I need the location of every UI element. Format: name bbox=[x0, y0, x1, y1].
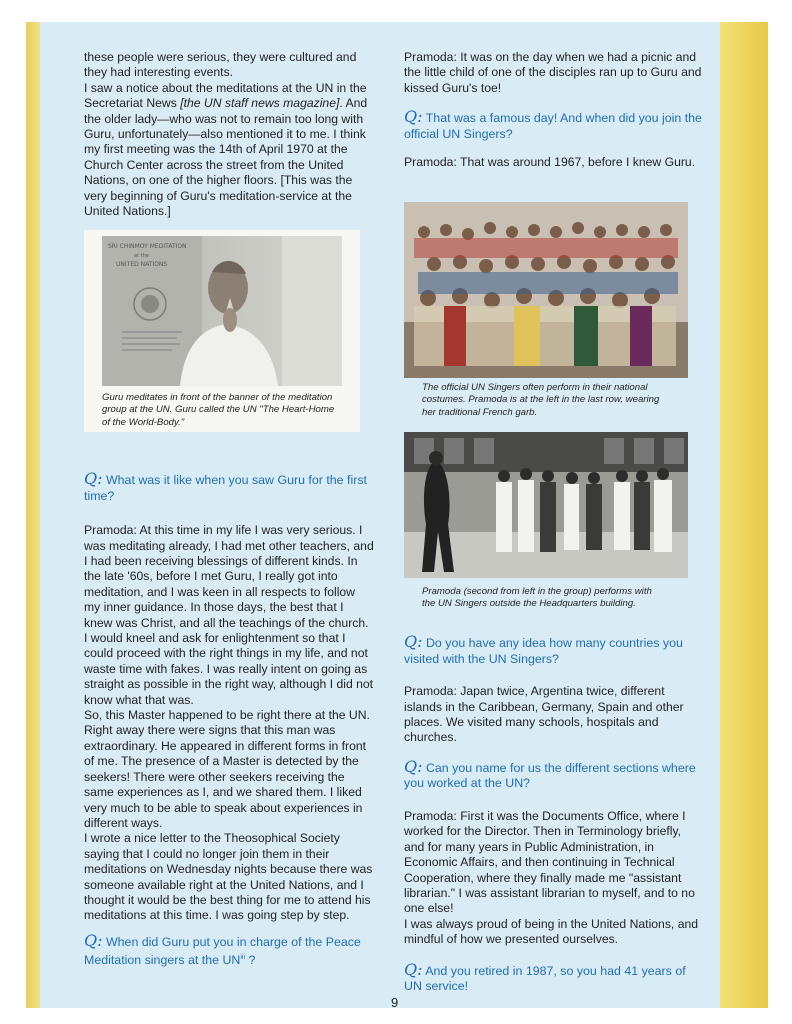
question-5: Q: Can you name for us the different sections where you worked at the UN? bbox=[404, 756, 696, 791]
question-2: Q: When did Guru put you in charge of the Peace Meditation singers at the UN$^{iii}$ ? bbox=[84, 930, 361, 968]
figure-guru-meditating bbox=[84, 230, 360, 432]
paragraph: I saw a notice about the meditations at the UN in the Secretariat News [the UN staff news magazine]. And the older lady—who was not to remain too long with Guru, unfortunately—also mentioned it to me. I think my first meeting was the 14th of April 1970 at the Church Center across the street from the United Nations, on one of the higher floors. [This was the very beginning of Guru's meditation-service at the United Nations.] bbox=[84, 80, 368, 219]
question-4: Q: Do you have any idea how many countries you visited with the UN Singers? bbox=[404, 632, 683, 666]
figure2-caption: The official UN Singers often perform in their national costumes. Pramoda is at the left in the last row, wearing her traditional French garb. bbox=[422, 382, 660, 418]
group-photo-illustration bbox=[404, 202, 688, 378]
q-marker-icon: Q: bbox=[404, 959, 423, 979]
right-column-bottom bbox=[404, 634, 704, 995]
question-1: Q: What was it like when you saw Guru for the first time? bbox=[84, 469, 367, 503]
page-number: 9 bbox=[391, 995, 399, 1010]
q-marker-icon: Q: bbox=[404, 756, 423, 776]
left-gold-strip bbox=[26, 22, 40, 1008]
left-column-top bbox=[84, 50, 374, 219]
q-marker-icon: Q: bbox=[404, 107, 423, 127]
banner-text-2: at the bbox=[134, 253, 149, 259]
photo-un-singers-costumes bbox=[404, 202, 688, 378]
paragraph: these people were serious, they were cultured and they had interesting events. bbox=[84, 50, 357, 80]
answer-2: Pramoda: It was on the day when we had a picnic and the little child of one of the disciples ran up to Guru and kissed Guru's toe! bbox=[404, 50, 702, 95]
q-marker-icon: Q: bbox=[84, 469, 103, 488]
banner-text-3: UNITED NATIONS bbox=[116, 261, 168, 268]
figure1-caption: Guru meditates in front of the banner of the meditation group at the UN. Guru called the UN "The Heart-Home of the World-Body." bbox=[102, 392, 335, 428]
answer-5-continued: I was always proud of being in the United Nations, and mindful of how we presented ourselves. bbox=[404, 916, 699, 947]
q-marker-icon: Q: bbox=[84, 930, 103, 950]
question-6: Q: And you retired in 1987, so you had 41 years of UN service! bbox=[404, 959, 686, 994]
question-3: Q: That was a famous day! And when did you join the official UN Singers? bbox=[404, 107, 702, 141]
photo-un-singers-outdoors bbox=[404, 432, 688, 578]
banner-text-1: SRI CHINMOY MEDITATION bbox=[108, 243, 187, 250]
answer-1-continued: I wrote a nice letter to the Theosophical Society saying that I could no longer join them in their meditations on Wednesday nights because there was someone available right at the United Nations, and I thought it would be the best thing for me to attend his meditations at this time. I was going step by step. bbox=[84, 831, 373, 923]
answer-5: Pramoda: First it was the Documents Office, where I worked for the Director. Then in Terminology briefly, and for many years in Public Administration, in Economic Affairs, and then continuing in Technical Cooperation, where they finally made me "assistant librarian." I was assistant librarian to myself, and to no one else! bbox=[404, 809, 695, 916]
answer-1-continued: So, this Master happened to be right there at the UN. Right away there were signs that this man was extraordinary. He appeared in different forms in front of me. The presence of a Master is detected by the seekers! There were other seekers receiving the same experiences as I, and we shared them. I liked very much to be able to speak about experiences in different ways. bbox=[84, 708, 370, 830]
right-column-top bbox=[404, 50, 704, 171]
outdoor-photo-illustration bbox=[404, 432, 688, 578]
q-marker-icon: Q: bbox=[404, 632, 423, 651]
answer-3: Pramoda: That was around 1967, before I knew Guru. bbox=[404, 155, 696, 170]
answer-4: Pramoda: Japan twice, Argentina twice, different islands in the Caribbean, Germany, Spain and other places. We visited many schools, hospitals and churches. bbox=[404, 684, 684, 745]
photo-illustration bbox=[102, 236, 342, 386]
left-column-bottom bbox=[84, 471, 374, 969]
right-gold-strip bbox=[720, 22, 768, 1008]
answer-1: Pramoda: At this time in my life I was very serious. I was meditating already, I had met other teachers, and I had been receiving blessings of different kinds. In the late '60s, before I met Guru, I really got into meditation, and I was keen in all respects to follow my inner guidance. In those days, the best that I knew was Christ, and all the teachings of the church. I would kneel and ask for enlightenment so that I could proceed with the right things in my life, and not waste time with fakes. I was really intent on going as straight as possible in the right way, although I did not know what that was. bbox=[84, 523, 374, 707]
figure3-caption: Pramoda (second from left in the group) performs with the UN Singers outside the Headquarters building. bbox=[422, 586, 652, 610]
photo-guru-banner bbox=[102, 236, 342, 386]
